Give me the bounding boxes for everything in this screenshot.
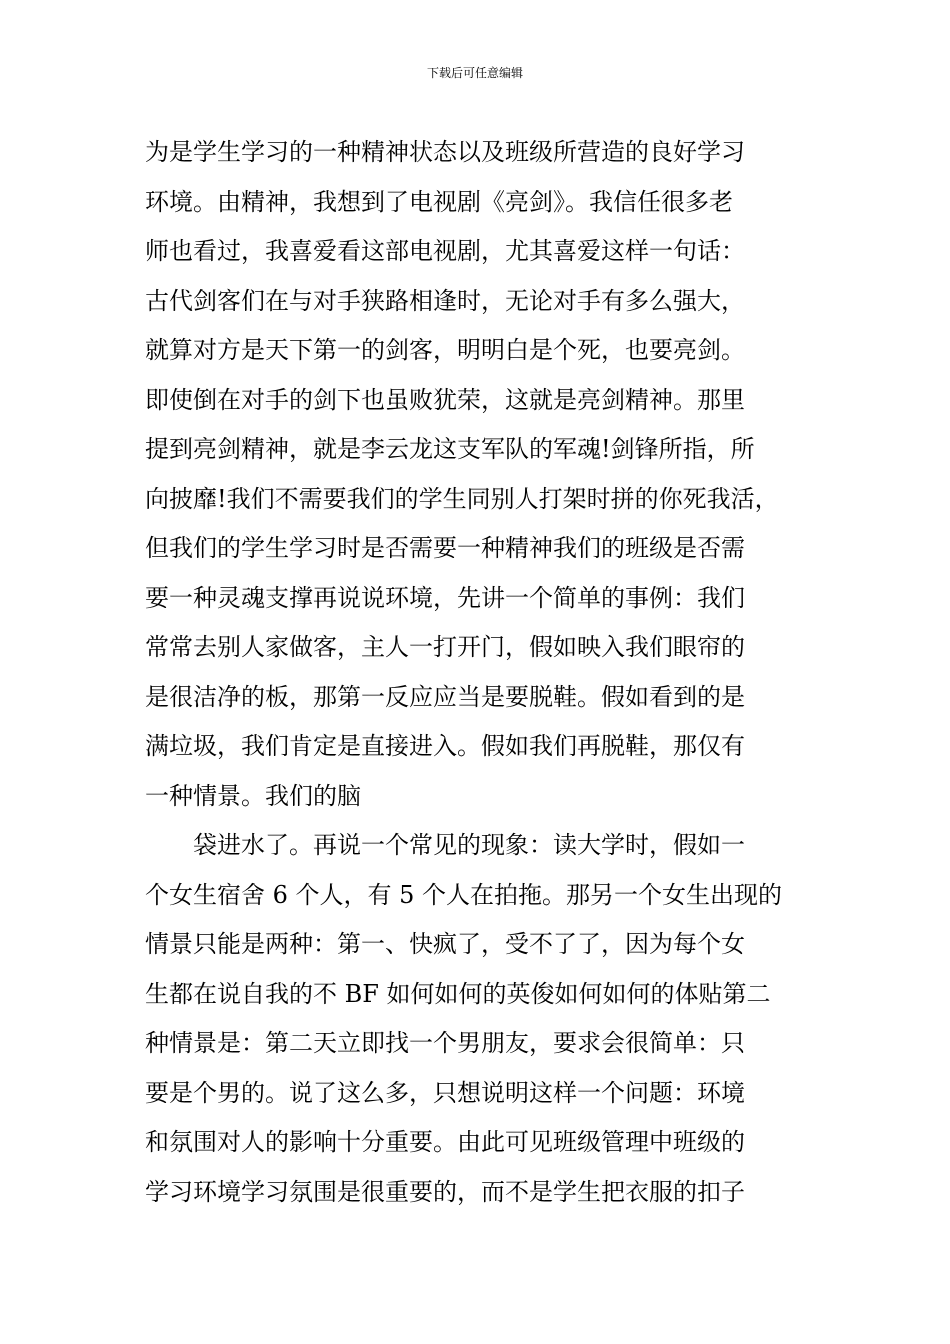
text-line: 提到亮剑精神，就是李云龙这支军队的军魂!剑锋所指，所 <box>145 435 755 463</box>
text-line: 师也看过，我喜爱看这部电视剧，尤其喜爱这样一句话： <box>145 237 745 265</box>
text-line: 和氛围对人的影响十分重要。由此可见班级管理中班级的 <box>145 1128 745 1156</box>
text-line: 满垃圾，我们肯定是直接进入。假如我们再脱鞋，那仅有 <box>145 732 745 760</box>
text-line: 环境。由精神，我想到了电视剧《亮剑》。我信任很多老 <box>145 187 733 216</box>
text-line: 就算对方是天下第一的剑客，明明白是个死，也要亮剑。 <box>145 336 745 364</box>
text-line: 情景只能是两种：第一、快疯了，受不了了，因为每个女 <box>145 930 745 958</box>
text-line: 要是个男的。说了这么多，只想说明这样一个问题：环境 <box>145 1078 745 1107</box>
text-line: 个女生宿舍 6 个人，有 5 个人在拍拖。那另一个女生出现的 <box>145 880 783 909</box>
text-line: 古代剑客们在与对手狭路相逢时，无论对手有多么强大， <box>145 286 745 315</box>
text-line: 是很洁净的板，那第一反应应当是要脱鞋。假如看到的是 <box>145 682 745 711</box>
text-line: 即使倒在对手的剑下也虽败犹荣，这就是亮剑精神。那里 <box>145 385 745 414</box>
page-header: 下载后可任意编辑 <box>426 66 523 80</box>
text-line: 一种情景。我们的脑 <box>145 781 361 810</box>
text-line: 但我们的学生学习时是否需要一种精神我们的班级是否需 <box>145 534 745 562</box>
text-line: 要一种灵魂支撑再说说环境，先讲一个简单的事例：我们 <box>145 583 745 612</box>
text-line: 为是学生学习的一种精神状态以及班级所营造的良好学习 <box>145 138 745 166</box>
text-line: 生都在说自我的不 BF 如何如何的英俊如何如何的体贴第二 <box>145 979 771 1008</box>
paragraph-1 <box>145 128 825 821</box>
text-line: 常常去别人家做客，主人一打开门，假如映入我们眼帘的 <box>145 633 745 661</box>
document-body <box>145 128 825 1217</box>
text-line: 向披靡!我们不需要我们的学生同别人打架时拼的你死我活， <box>145 484 779 513</box>
text-line: 学习环境学习氛围是很重要的，而不是学生把衣服的扣子 <box>145 1177 745 1206</box>
text-line: 袋进水了。再说一个常见的现象：读大学时，假如一 <box>193 831 745 859</box>
text-line: 种情景是：第二天立即找一个男朋友，要求会很简单：只 <box>145 1029 745 1057</box>
paragraph-2 <box>145 821 825 1217</box>
